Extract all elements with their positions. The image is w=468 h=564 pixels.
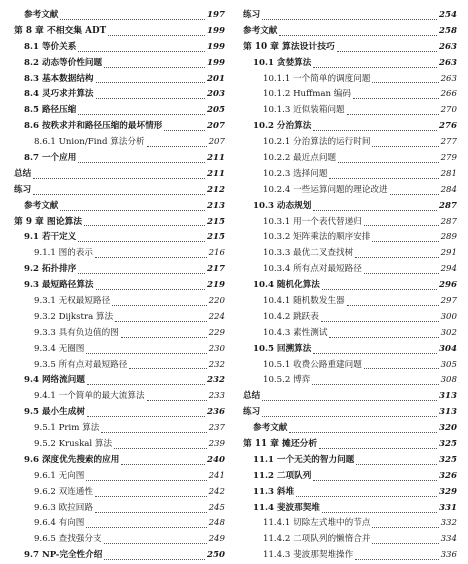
toc-entry-page-number: 326 (439, 470, 457, 481)
toc-entry-page-number: 313 (439, 407, 457, 418)
dotted-leader (86, 480, 206, 481)
toc-entry (14, 56, 225, 72)
toc-entry-title: 10.2.4 一些运算问题的理论改进 (263, 184, 388, 195)
dotted-leader (262, 416, 437, 417)
dotted-leader (356, 464, 437, 465)
toc-entry-title: 练习 (243, 9, 261, 20)
dotted-leader (33, 178, 205, 179)
toc-entry (243, 24, 457, 40)
toc-entry-page-number: 242 (208, 486, 225, 497)
toc-entry-title: 11.4.3 斐波那契堆操作 (263, 550, 354, 561)
toc-entry-page-number: 325 (439, 439, 457, 450)
toc-entry-page-number: 212 (207, 184, 225, 195)
toc-entry-title: 9.5.2 Kruskal 算法 (34, 439, 113, 450)
toc-entry (243, 183, 457, 199)
toc-entry-page-number: 236 (207, 407, 225, 418)
toc-entry-page-number: 216 (208, 248, 225, 259)
toc-entry-title: 11.4.1 切除左式堆中的节点 (263, 518, 371, 529)
toc-entry-title: 11.4.2 二项队列的懒惰合并 (263, 534, 371, 545)
toc-entry (243, 469, 457, 485)
toc-entry (243, 167, 457, 183)
dotted-leader (329, 337, 438, 338)
dotted-leader (78, 273, 205, 274)
dotted-leader (355, 257, 438, 258)
toc-entry-page-number: 332 (440, 518, 457, 529)
dotted-leader (322, 512, 437, 513)
dotted-leader (364, 273, 439, 274)
dotted-leader (313, 67, 437, 68)
toc-entry-page-number: 258 (439, 25, 457, 36)
dotted-leader (78, 241, 205, 242)
toc-entry-title: 10.2.1 分治算法的运行时间 (263, 137, 371, 148)
toc-left-column (14, 8, 225, 564)
toc-entry (14, 326, 225, 342)
toc-entry-page-number: 325 (439, 454, 457, 465)
toc-entry-page-number: 302 (440, 327, 457, 338)
toc-entry-title: 10.2.3 选择问题 (263, 168, 328, 179)
toc-entry (243, 342, 457, 358)
dotted-leader (104, 67, 205, 68)
toc-entry (243, 230, 457, 246)
toc-entry-page-number: 254 (439, 9, 457, 20)
dotted-leader (114, 448, 207, 449)
toc-entry (14, 262, 225, 278)
toc-entry-page-number: 305 (440, 359, 457, 370)
toc-entry (14, 342, 225, 358)
toc-entry-page-number: 308 (440, 375, 457, 386)
toc-entry-title: 10.2.2 最近点问题 (263, 153, 337, 163)
toc-entry-title: 10.3.4 所有点对最短路径 (263, 264, 362, 275)
toc-entry (243, 421, 457, 437)
toc-entry-page-number: 331 (439, 502, 457, 513)
dotted-leader (147, 400, 207, 401)
toc-entry (243, 56, 457, 72)
dotted-leader (101, 432, 206, 433)
toc-entry (243, 389, 457, 405)
toc-entry-title: 8.5 路径压缩 (24, 105, 77, 116)
toc-entry-title: 10.4.2 跳跃表 (263, 311, 319, 322)
toc-entry-title: 参考文献 (24, 200, 59, 211)
toc-entry-page-number: 294 (440, 264, 457, 275)
toc-entry (14, 485, 225, 501)
toc-entry-title: 10.2 分治算法 (253, 121, 312, 132)
dotted-leader (78, 114, 205, 115)
toc-entry-page-number: 296 (439, 280, 457, 291)
dotted-leader (262, 19, 437, 20)
toc-entry-page-number: 233 (208, 391, 225, 402)
toc-entry-title: 8.1 等价关系 (24, 41, 77, 52)
dotted-leader (312, 384, 438, 385)
dotted-leader (95, 512, 207, 513)
toc-entry-page-number: 276 (439, 121, 457, 132)
toc-entry (14, 294, 225, 310)
toc-entry-title: 10.5.1 收费公路重建问题 (263, 359, 362, 370)
toc-entry-title: 9.6.3 欧拉回路 (34, 502, 93, 513)
toc-entry-title: 9.6.2 双连通性 (34, 486, 93, 497)
toc-entry-page-number: 304 (439, 343, 457, 354)
toc-entry (243, 215, 457, 231)
dotted-leader (319, 448, 437, 449)
toc-entry-title: 10.5 回溯算法 (253, 343, 312, 354)
toc-entry (14, 532, 225, 548)
toc-entry-page-number: 219 (207, 280, 225, 291)
dotted-leader (372, 82, 438, 83)
toc-entry-title: 9.3.1 无权最短路径 (34, 296, 111, 307)
toc-entry-page-number: 263 (439, 41, 457, 52)
toc-entry-title: 9.4.1 一个简单的最大流算法 (34, 391, 145, 402)
toc-entry-title: 9.6.1 无向图 (34, 470, 85, 481)
dotted-leader (33, 194, 205, 195)
toc-entry (14, 358, 225, 374)
toc-entry (14, 278, 225, 294)
toc-entry-title: 10.4.3 素性测试 (263, 327, 328, 338)
dotted-leader (108, 35, 205, 36)
dotted-leader (313, 480, 437, 481)
dotted-leader (164, 130, 205, 131)
dotted-leader (60, 19, 205, 20)
toc-right-column (243, 8, 457, 564)
toc-entry (243, 294, 457, 310)
toc-entry-title: 8.4 灵巧求并算法 (24, 89, 94, 100)
dotted-leader (279, 35, 437, 36)
toc-entry-page-number: 232 (207, 375, 225, 386)
toc-entry (14, 469, 225, 485)
toc-entry-page-number: 237 (208, 423, 225, 434)
dotted-leader (353, 98, 439, 99)
toc-entry-title: 10.3.3 最优二叉查找树 (263, 248, 354, 259)
dotted-leader (313, 210, 437, 211)
toc-entry-page-number: 239 (208, 439, 225, 450)
toc-chapter-entry (14, 24, 225, 40)
toc-entry-title: 参考文献 (243, 25, 278, 36)
toc-entry-page-number: 263 (439, 57, 457, 68)
dotted-leader (78, 51, 205, 52)
toc-entry (243, 310, 457, 326)
toc-entry-page-number: 201 (207, 73, 225, 84)
toc-entry-page-number: 266 (440, 89, 457, 100)
toc-entry-title: 11.1 一个无关的智力问题 (253, 454, 355, 465)
dotted-leader (347, 305, 439, 306)
toc-entry-page-number: 229 (208, 327, 225, 338)
toc-entry-title: 11.4 斐波那契堆 (253, 502, 320, 513)
toc-entry-title: 9.3.2 Dijkstra 算法 (34, 311, 114, 322)
toc-entry-title: 10.4.1 随机数发生器 (263, 296, 345, 307)
toc-entry-page-number: 220 (208, 296, 225, 307)
toc-entry-page-number: 199 (207, 57, 225, 68)
toc-entry (14, 437, 225, 453)
toc-entry-title: 9.3.4 无圈图 (34, 343, 85, 354)
toc-entry-title: 9.6.5 查找强分支 (34, 534, 102, 545)
dotted-leader (364, 368, 439, 369)
dotted-leader (372, 146, 438, 147)
toc-entry-page-number: 263 (440, 73, 457, 84)
toc-entry (243, 517, 457, 533)
toc-entry-page-number: 284 (440, 184, 457, 195)
toc-entry-title: 第 11 章 摊还分析 (243, 439, 318, 450)
toc-entry-page-number: 211 (207, 153, 225, 163)
toc-entry-title: 练习 (14, 184, 32, 195)
toc-entry-page-number: 224 (208, 311, 225, 322)
toc-chapter-entry (243, 40, 457, 56)
toc-entry-page-number: 232 (208, 359, 225, 370)
toc-entry (243, 358, 457, 374)
toc-entry (243, 103, 457, 119)
toc-entry (243, 262, 457, 278)
toc-entry (243, 135, 457, 151)
toc-entry-title: 9.1.1 图的表示 (34, 248, 93, 259)
dotted-leader (86, 353, 206, 354)
toc-entry-title: 第 9 章 图论算法 (14, 216, 83, 227)
dotted-leader (372, 543, 438, 544)
toc-entry (243, 199, 457, 215)
toc-entry-title: 10.1.1 一个简单的调度问题 (263, 73, 371, 84)
toc-entry-page-number: 207 (208, 137, 225, 148)
dotted-leader (337, 51, 437, 52)
toc-entry-title: 9.7 NP-完全性介绍 (24, 550, 103, 561)
dotted-leader (115, 321, 206, 322)
toc-entry (14, 421, 225, 437)
toc-entry-page-number: 249 (208, 534, 225, 545)
toc-entry-title: 9.6.4 有向图 (34, 518, 85, 529)
toc-entry-page-number: 287 (439, 200, 457, 211)
toc-entry-page-number: 279 (440, 153, 457, 163)
dotted-leader (78, 162, 205, 163)
dotted-leader (372, 527, 438, 528)
toc-entry-title: 11.2 二项队列 (253, 470, 312, 481)
toc-entry-title: 11.3 斜堆 (253, 486, 295, 497)
toc-entry (243, 8, 457, 24)
toc-entry-title: 10.4 随机化算法 (253, 280, 320, 291)
toc-entry-title: 练习 (243, 407, 261, 418)
toc-entry (14, 87, 225, 103)
dotted-leader (347, 114, 439, 115)
toc-entry-page-number: 197 (207, 9, 225, 20)
toc-entry-page-number: 240 (207, 454, 225, 465)
toc-entry (243, 501, 457, 517)
toc-entry (14, 8, 225, 24)
toc-entry (14, 103, 225, 119)
dotted-leader (129, 368, 206, 369)
toc-entry-title: 9.1 若干定义 (24, 232, 77, 243)
toc-entry-page-number: 215 (207, 232, 225, 243)
toc-entry-page-number: 213 (207, 200, 225, 211)
toc-entry-page-number: 329 (439, 486, 457, 497)
toc-entry-title: 9.3.3 具有负边值的图 (34, 327, 119, 338)
dotted-leader (321, 321, 439, 322)
toc-entry-title: 第 8 章 不相交集 ADT (14, 25, 107, 36)
dotted-leader (289, 432, 437, 433)
toc-entry-title: 10.1.3 近似装箱问题 (263, 105, 345, 116)
toc-entry-page-number: 277 (440, 137, 457, 148)
toc-entry-title: 9.6 深度优先搜索的应用 (24, 454, 120, 465)
toc-entry-title: 参考文献 (24, 9, 59, 20)
toc-chapter-entry (243, 437, 457, 453)
toc-entry-page-number: 248 (208, 518, 225, 529)
toc-entry-page-number: 281 (440, 168, 457, 179)
toc-entry-title: 8.3 基本数据结构 (24, 73, 94, 84)
toc-entry (14, 151, 225, 167)
toc-entry (243, 485, 457, 501)
toc-entry (14, 199, 225, 215)
dotted-leader (372, 241, 438, 242)
toc-entry-title: 9.5 最小生成树 (24, 407, 85, 418)
toc-entry (14, 230, 225, 246)
toc-entry (14, 72, 225, 88)
toc-entry-title: 10.1 贪婪算法 (253, 57, 312, 68)
toc-entry (243, 151, 457, 167)
toc-entry (243, 532, 457, 548)
dotted-leader (95, 257, 207, 258)
toc-entry-page-number: 287 (440, 216, 457, 227)
toc-entry (14, 167, 225, 183)
toc-entry-title: 8.6.1 Union/Find 算法分析 (34, 137, 145, 148)
toc-entry-page-number: 199 (207, 41, 225, 52)
toc-entry-page-number: 297 (440, 296, 457, 307)
toc-entry-page-number: 211 (207, 168, 225, 179)
toc-entry-title: 8.2 动态等价性问题 (24, 57, 103, 68)
toc-entry-title: 9.2 拓扑排序 (24, 264, 77, 275)
dotted-leader (313, 353, 437, 354)
toc-entry-page-number: 207 (207, 121, 225, 132)
toc-entry (243, 246, 457, 262)
toc-entry-title: 参考文献 (253, 423, 288, 434)
toc-entry (14, 517, 225, 533)
toc-entry-page-number: 217 (207, 264, 225, 275)
toc-entry-title: 10.3.2 矩阵乘法的顺序安排 (263, 232, 371, 243)
toc-entry (243, 548, 457, 564)
toc-entry-page-number: 199 (207, 25, 225, 36)
toc-entry (243, 87, 457, 103)
toc-entry-page-number: 270 (440, 105, 457, 116)
dotted-leader (322, 289, 437, 290)
toc-entry (14, 246, 225, 262)
dotted-leader (95, 496, 207, 497)
dotted-leader (329, 178, 438, 179)
toc-entry (243, 373, 457, 389)
dotted-leader (104, 559, 205, 560)
dotted-leader (121, 337, 207, 338)
dotted-leader (112, 305, 206, 306)
toc-entry-title: 9.5.1 Prim 算法 (34, 423, 100, 434)
dotted-leader (390, 194, 439, 195)
toc-entry-title: 10.1.2 Huffman 编码 (263, 89, 351, 100)
toc-entry (243, 119, 457, 135)
toc-entry-title: 10.3 动态规划 (253, 200, 312, 211)
toc-entry-page-number: 245 (208, 502, 225, 513)
toc-entry (14, 453, 225, 469)
toc-entry-page-number: 203 (207, 89, 225, 100)
dotted-leader (147, 146, 207, 147)
dotted-leader (262, 400, 437, 401)
toc-entry (243, 278, 457, 294)
toc-entry-title: 总结 (14, 168, 32, 179)
toc-entry-page-number: 336 (440, 550, 457, 561)
toc-entry-title: 9.3 最短路径算法 (24, 280, 94, 291)
toc-chapter-entry (14, 215, 225, 231)
toc-entry (14, 183, 225, 199)
dotted-leader (96, 98, 206, 99)
dotted-leader (96, 289, 206, 290)
toc-entry-title: 总结 (243, 391, 261, 402)
toc-entry-title: 9.4 网络流问题 (24, 375, 85, 386)
toc-entry-title: 10.5.2 博弈 (263, 375, 311, 386)
toc-entry (14, 119, 225, 135)
toc-entry (14, 40, 225, 56)
toc-entry (14, 501, 225, 517)
toc-entry-page-number: 291 (440, 248, 457, 259)
toc-entry-title: 8.6 按秩求并和路径压缩的最坏情形 (24, 121, 163, 132)
toc-entry (14, 373, 225, 389)
toc-entry-title: 10.3.1 用一个表代替递归 (263, 216, 362, 227)
toc-entry (243, 326, 457, 342)
dotted-leader (355, 559, 438, 560)
toc-entry (14, 310, 225, 326)
toc-entry-page-number: 320 (439, 423, 457, 434)
toc-entry-title: 9.3.5 所有点对最短路径 (34, 359, 128, 370)
dotted-leader (87, 416, 205, 417)
dotted-leader (96, 82, 206, 83)
toc-entry (14, 548, 225, 564)
dotted-leader (60, 210, 205, 211)
dotted-leader (364, 225, 439, 226)
toc-entry-title: 第 10 章 算法设计技巧 (243, 41, 335, 52)
toc-entry-title: 8.7 一个应用 (24, 153, 77, 163)
toc-entry-page-number: 289 (440, 232, 457, 243)
toc-entry (243, 72, 457, 88)
toc-entry (14, 405, 225, 421)
toc-entry (243, 405, 457, 421)
toc-entry (14, 389, 225, 405)
dotted-leader (338, 162, 439, 163)
dotted-leader (104, 543, 207, 544)
toc-entry-page-number: 250 (207, 550, 225, 561)
toc-entry (243, 453, 457, 469)
toc-entry-page-number: 334 (440, 534, 457, 545)
toc-entry-page-number: 313 (439, 391, 457, 402)
dotted-leader (296, 496, 437, 497)
dotted-leader (87, 384, 205, 385)
toc-entry (14, 135, 225, 151)
dotted-leader (84, 225, 205, 226)
dotted-leader (86, 527, 206, 528)
toc-entry-page-number: 205 (207, 105, 225, 116)
dotted-leader (121, 464, 205, 465)
toc-entry-page-number: 215 (207, 216, 225, 227)
toc-entry-page-number: 241 (208, 470, 225, 481)
toc-entry-page-number: 300 (440, 311, 457, 322)
toc-entry-page-number: 230 (208, 343, 225, 354)
dotted-leader (313, 130, 437, 131)
